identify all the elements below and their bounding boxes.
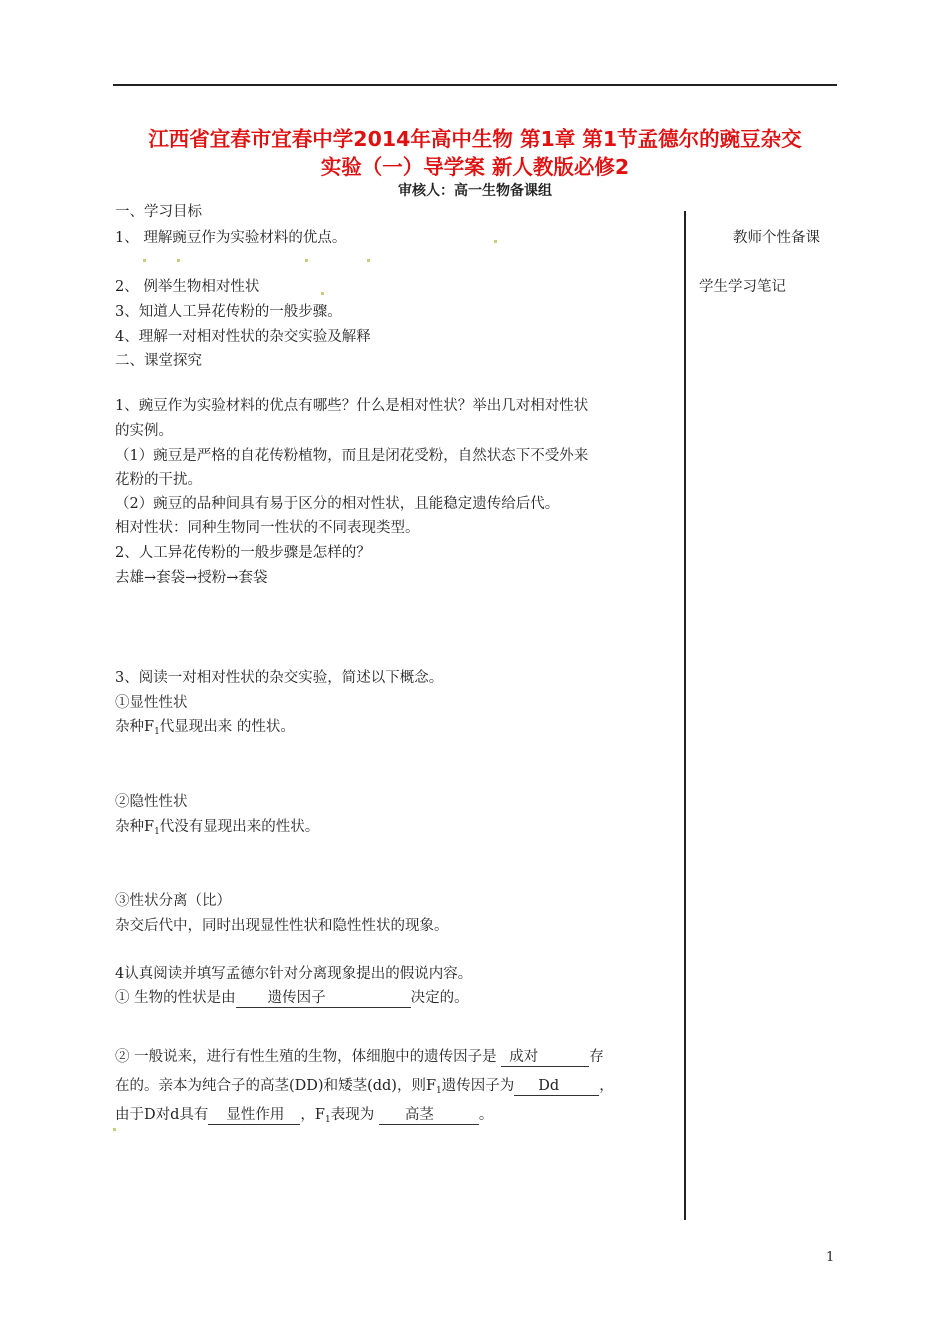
section-heading-exploration: 二、课堂探究: [115, 353, 202, 369]
header-rule: [113, 84, 837, 86]
concept-dominant-text: 杂种$F_1$代显现出来 的性状。: [115, 719, 295, 737]
scan-speck: [177, 259, 180, 262]
objective-item: 2、 例举生物相对性状: [115, 279, 260, 295]
objective-item: 3、知道人工异花传粉的一般步骤。: [115, 304, 342, 320]
scan-speck: [305, 259, 308, 262]
question-1-line-1: 1、豌豆作为实验材料的优点有哪些？什么是相对性状？举出几对相对性状: [115, 398, 589, 414]
answer-1-1-line-1: （1）豌豆是严格的自花传粉植物，而且是闭花受粉，自然状态下不受外来: [115, 448, 589, 464]
fill-blank: Dd: [514, 1078, 599, 1096]
question-2: 2、人工异花传粉的一般步骤是怎样的？: [115, 545, 371, 561]
question-1-line-2: 的实例。: [115, 423, 173, 439]
scan-speck: [321, 292, 324, 295]
answer-2: 去雄→套袋→授粉→套袋: [115, 570, 268, 586]
scan-speck: [367, 259, 370, 262]
fill-blank: 高茎: [379, 1107, 479, 1125]
teacher-notes-label: 教师个性备课: [733, 230, 820, 246]
page-number: 1: [826, 1250, 835, 1265]
concept-segregation-title: ③性状分离（比）: [115, 893, 231, 909]
document-title-line-1: 江西省宜春市宜春中学2014年高中生物 第1章 第1节孟德尔的豌豆杂交: [148, 127, 802, 151]
scan-speck: [143, 259, 146, 262]
concept-dominant-title: ①显性性状: [115, 695, 188, 711]
hypothesis-1: ① 生物的性状是由 遗传因子 决定的。: [115, 990, 469, 1006]
column-divider: [684, 211, 686, 1220]
section-heading-objectives: 一、学习目标: [115, 204, 202, 220]
fill-blank: 成对: [501, 1049, 589, 1067]
document-title-line-2: 实验（一）导学案 新人教版必修2: [320, 155, 630, 179]
hypothesis-2-line-1: ② 一般说来，进行有性生殖的生物，体细胞中的遗传因子是 成对 存: [115, 1049, 604, 1065]
scan-speck: [494, 240, 497, 243]
hypothesis-2-line-2: 在的。亲本为纯合子的高茎(DD)和矮茎(dd)，则$F_1$遗传因子为 Dd ，: [115, 1078, 614, 1096]
concept-recessive-text: 杂种$F_1$代没有显现出来的性状。: [115, 819, 320, 837]
answer-1-1-line-2: 花粉的干扰。: [115, 472, 202, 488]
scan-speck: [113, 1128, 116, 1131]
fill-blank: 显性作用: [208, 1107, 300, 1125]
question-4: 4认真阅读并填写孟德尔针对分离现象提出的假说内容。: [115, 966, 473, 982]
question-3: 3、阅读一对相对性状的杂交实验，简述以下概念。: [115, 670, 444, 686]
definition-relative-trait: 相对性状：同种生物同一性状的不同表现类型。: [115, 520, 420, 536]
concept-segregation-text: 杂交后代中，同时出现显性性状和隐性性状的现象。: [115, 918, 449, 934]
objective-item: 1、 理解豌豆作为实验材料的优点。: [115, 230, 347, 246]
student-notes-label: 学生学习笔记: [699, 279, 786, 295]
objective-item: 4、理解一对相对性状的杂交实验及解释: [115, 329, 371, 345]
fill-blank: 遗传因子: [236, 990, 411, 1008]
reviewer-line: 审核人：高一生物备课组: [398, 183, 552, 199]
concept-recessive-title: ②隐性性状: [115, 794, 188, 810]
answer-1-2: （2）豌豆的品种间具有易于区分的相对性状，且能稳定遗传给后代。: [115, 496, 560, 512]
hypothesis-2-line-3: 由于D对d具有 显性作用 ，$F_1$表现为 高茎 。: [115, 1107, 494, 1125]
